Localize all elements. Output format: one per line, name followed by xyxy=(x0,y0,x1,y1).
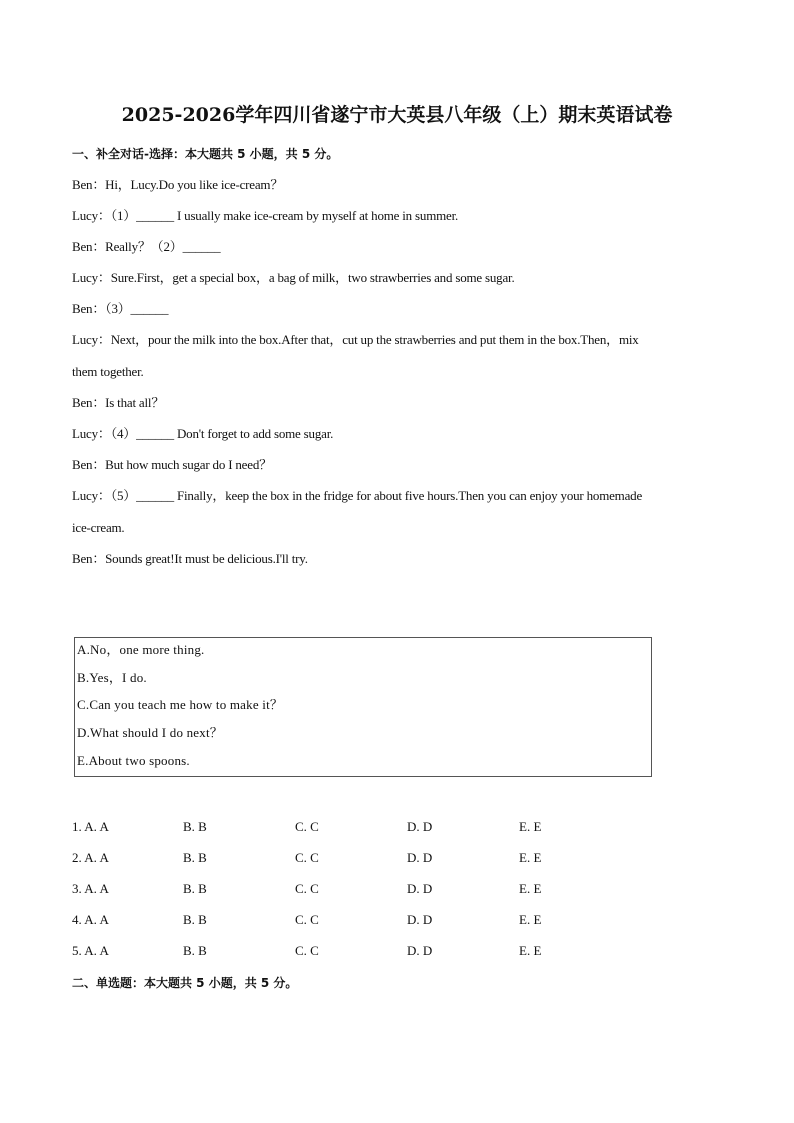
answer-option-b[interactable]: B. B xyxy=(183,881,207,896)
dialogue-line: ice-cream. xyxy=(72,520,125,535)
answer-option-d[interactable]: D. D xyxy=(407,850,433,865)
dialogue-line: Lucy：（1）______ I usually make ice-cream by myself at home in summer. xyxy=(72,208,459,223)
dialogue-line: Ben：Really？（2）______ xyxy=(72,239,221,254)
dialogue-line: Ben：Hi，Lucy.Do you like ice-cream？ xyxy=(72,177,284,192)
option-item: B.Yes，I do. xyxy=(77,670,147,685)
answer-option-d[interactable]: D. D xyxy=(407,912,433,927)
answer-row xyxy=(72,911,632,929)
dialogue-line: Lucy：（4）______ Don't forget to add some sugar. xyxy=(72,426,334,441)
answer-option-e[interactable]: E. E xyxy=(519,881,542,896)
dialogue-line: Lucy：（5）______ Finally，keep the box in the fridge for about five hours.Then you can enjoy your homemade xyxy=(72,488,643,503)
answer-option-c[interactable]: C. C xyxy=(295,912,319,927)
dialogue-line: them together. xyxy=(72,364,144,379)
option-item: E.About two spoons. xyxy=(77,753,190,768)
options-box xyxy=(74,637,652,777)
answer-option-c[interactable]: C. C xyxy=(295,850,319,865)
answer-option-a[interactable]: 5. A. A xyxy=(72,943,109,958)
answer-option-e[interactable]: E. E xyxy=(519,943,542,958)
answer-option-e[interactable]: E. E xyxy=(519,850,542,865)
answer-row xyxy=(72,942,632,960)
answer-option-b[interactable]: B. B xyxy=(183,912,207,927)
option-item: A.No，one more thing. xyxy=(77,642,205,657)
answer-option-d[interactable]: D. D xyxy=(407,943,433,958)
answer-option-b[interactable]: B. B xyxy=(183,850,207,865)
answer-option-a[interactable]: 1. A. A xyxy=(72,819,109,834)
answer-option-b[interactable]: B. B xyxy=(183,819,207,834)
answer-option-c[interactable]: C. C xyxy=(295,943,319,958)
section-heading-single-choice: 二、单选题：本大题共 5 小题，共 5 分。 xyxy=(72,976,298,990)
answer-option-b[interactable]: B. B xyxy=(183,943,207,958)
option-item: C.Can you teach me how to make it？ xyxy=(77,697,284,712)
answer-row xyxy=(72,849,632,867)
dialogue-line: Ben：Is that all？ xyxy=(72,395,165,410)
answer-option-e[interactable]: E. E xyxy=(519,819,542,834)
answer-option-a[interactable]: 3. A. A xyxy=(72,881,109,896)
dialogue-line: Ben：Sounds great!It must be delicious.I'll try. xyxy=(72,551,308,566)
dialogue-line: Ben：But how much sugar do I need？ xyxy=(72,457,272,472)
answer-row xyxy=(72,818,632,836)
answer-option-a[interactable]: 2. A. A xyxy=(72,850,109,865)
section-heading-dialogue: 一、补全对话-选择：本大题共 5 小题，共 5 分。 xyxy=(72,147,339,161)
answer-option-d[interactable]: D. D xyxy=(407,881,433,896)
dialogue-line: Lucy：Next，pour the milk into the box.After that，cut up the strawberries and put them in the box.Then，mix xyxy=(72,332,639,347)
answer-option-c[interactable]: C. C xyxy=(295,881,319,896)
dialogue-line: Lucy：Sure.First，get a special box，a bag of milk，two strawberries and some sugar. xyxy=(72,270,515,285)
page-title: 2025-2026学年四川省遂宁市大英县八年级（上）期末英语试卷 xyxy=(121,104,673,126)
answer-row xyxy=(72,880,632,898)
option-item: D.What should I do next？ xyxy=(77,725,223,740)
dialogue-line: Ben：（3）______ xyxy=(72,301,169,316)
answer-option-e[interactable]: E. E xyxy=(519,912,542,927)
answer-option-d[interactable]: D. D xyxy=(407,819,433,834)
answer-option-c[interactable]: C. C xyxy=(295,819,319,834)
answer-option-a[interactable]: 4. A. A xyxy=(72,912,109,927)
